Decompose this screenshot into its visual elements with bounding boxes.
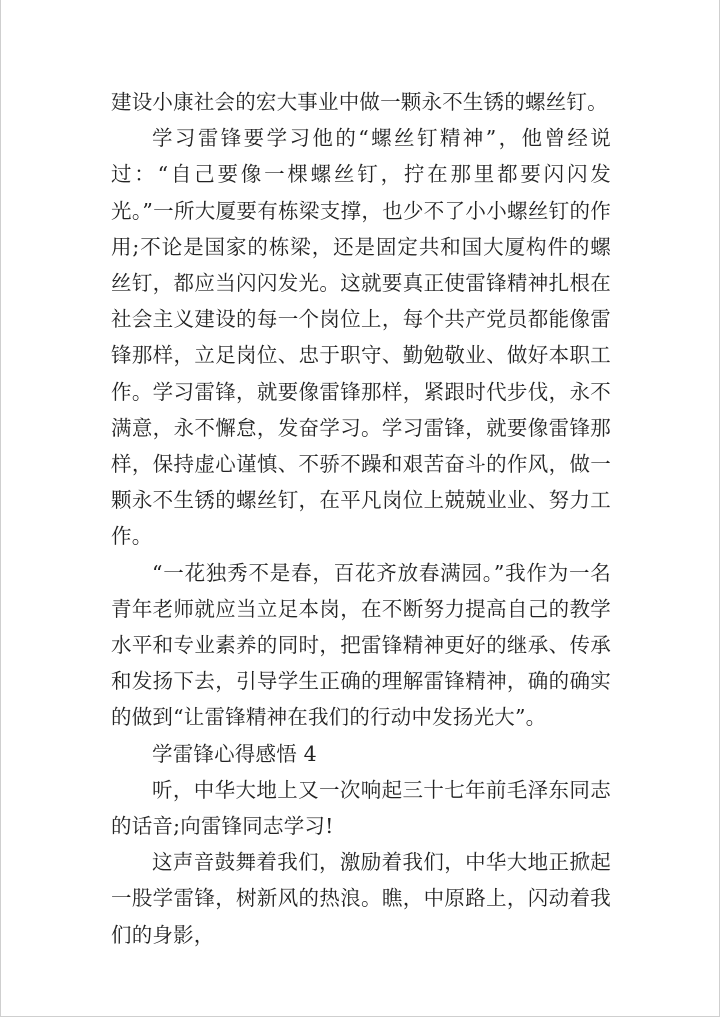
paragraph-encourage: 这声音鼓舞着我们，激励着我们，中华大地正掀起一股学雷锋，树新风的热浪。瞧，中原路上，闪动着我们的身影，: [111, 850, 611, 947]
paragraph-young-teacher: “一花独秀不是春，百花齐放春满园。”我作为一名青年老师就应当立足本岗，在不断努力提高自己的教学水平和专业素养的同时，把雷锋精神更好的继承、传承和发扬下去，引导学生正确的理解雷锋精神，确的确实的做到“让雷锋精神在我们的行动中发扬光大”。: [111, 560, 611, 730]
paragraph-screw-spirit: 学习雷锋要学习他的“螺丝钉精神”，他曾经说过：“自己要像一棵螺丝钉，拧在那里都要闪闪发光。”一所大厦要有栋梁支撑，也少不了小小螺丝钉的作用;不论是国家的栋梁，还是固定共和国大厦构件的螺丝钉，都应当闪闪发光。这就要真正使雷锋精神扎根在社会主义建设的每一个岗位上，每个共产党员都能像雷锋那样，立足岗位、忠于职守、勤勉敬业、做好本职工作。学习雷锋，就要像雷锋那样，紧跟时代步伐，永不满意，永不懈怠，发奋学习。学习雷锋，就要像雷锋那样，保持虚心谨慎、不骄不躁和艰苦奋斗的作风，做一颗永不生锈的螺丝钉，在平凡岗位上兢兢业业、努力工作。: [111, 126, 611, 549]
paragraph-continuation: 建设小康社会的宏大事业中做一颗永不生锈的螺丝钉。: [111, 90, 608, 114]
document-body: [111, 84, 611, 953]
paragraph-listen: 听，中华大地上又一次响起三十七年前毛泽东同志的话音;向雷锋同志学习!: [111, 777, 611, 839]
section-heading: 学雷锋心得感悟 4: [152, 741, 317, 766]
